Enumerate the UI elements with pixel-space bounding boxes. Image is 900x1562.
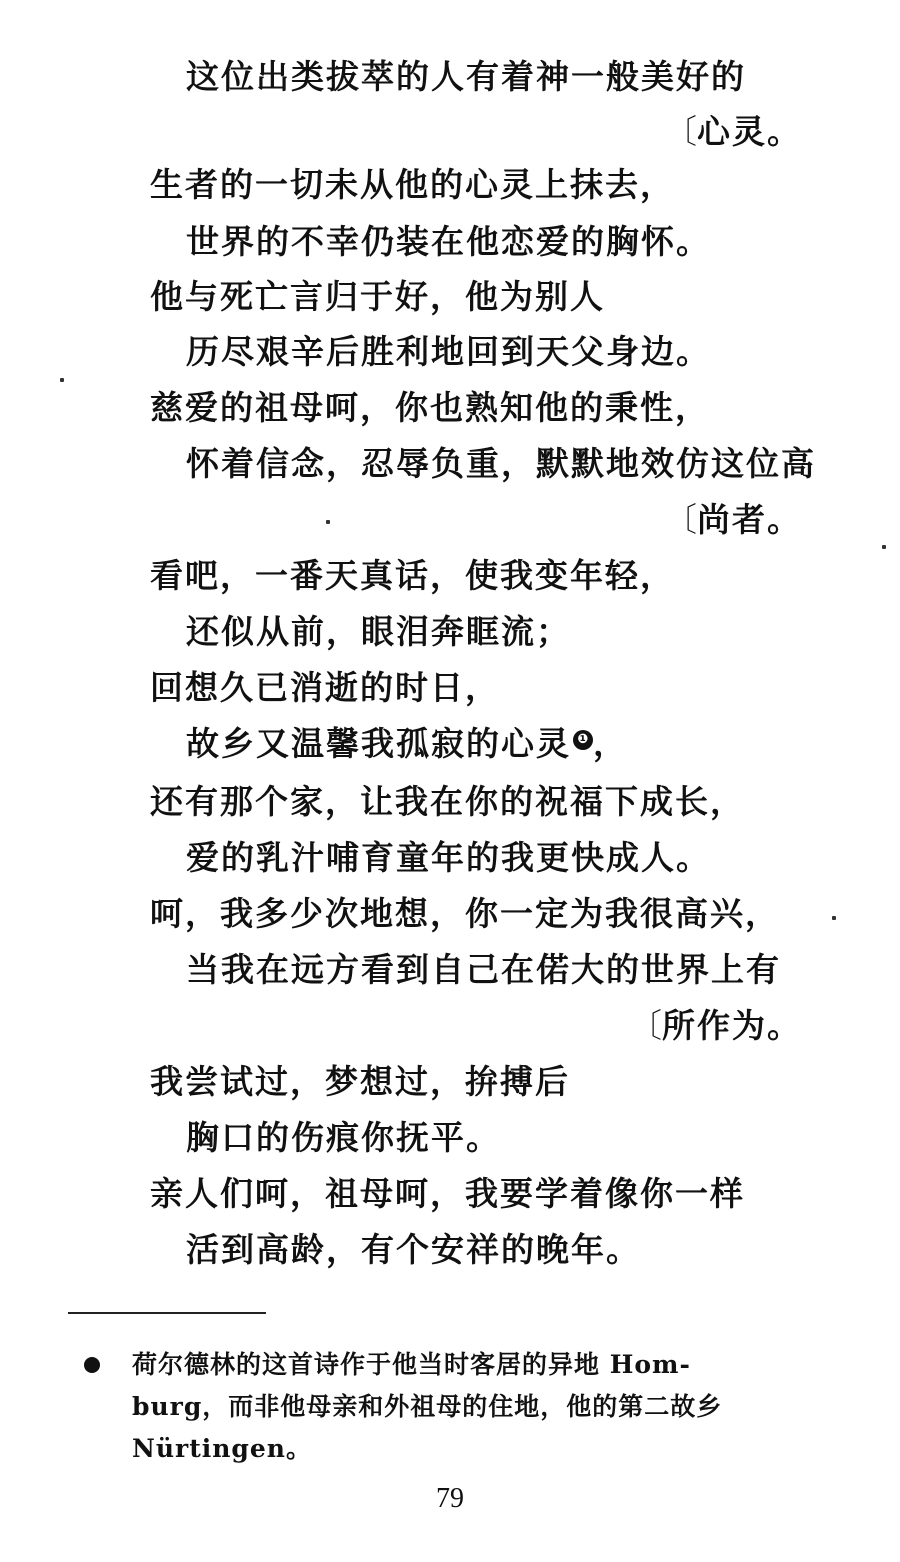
poem-line: 爱的乳汁哺育童年的我更快成人。 [186,838,711,877]
continuation-bracket: 〔 [629,1006,662,1045]
footnote-divider [68,1312,266,1314]
poem-line-continuation [664,500,802,540]
poem-line: 回想久已消逝的时日， [150,668,500,707]
poem-line-continuation [629,1006,802,1046]
poem-line: 胸口的伤痕你抚平。 [186,1118,501,1157]
footnote-line: burg，而非他母亲和外祖母的住地，他的第二故乡 [132,1392,723,1421]
poem-line: 这位出类拔萃的人有着神一般美好的 [186,57,746,96]
poem-line: 亲人们呵，祖母呵，我要学着像你一样 [150,1174,745,1213]
continuation-bracket: 〔 [664,112,697,151]
poem-line: 他与死亡言归于好，他为别人 [150,277,605,316]
poem-line: 还似从前，眼泪奔眶流； [186,612,571,651]
scan-speck [326,520,330,524]
poem-line: 活到高龄，有个安祥的晚年。 [186,1230,641,1269]
poem-line: 慈爱的祖母呵，你也熟知他的秉性， [150,388,710,427]
poem-line [186,724,628,764]
poem-line: 当我在远方看到自己在偌大的世界上有 [186,950,781,989]
footnote-reference[interactable]: ❶ [573,730,593,750]
footnote-line: Nürtingen。 [132,1434,312,1463]
poem-line: 看吧，一番天真话，使我变年轻， [150,556,675,595]
scan-speck [60,378,64,382]
poem-line-punct: ， [593,724,628,763]
poem-line: 世界的不幸仍装在他恋爱的胸怀。 [186,222,711,261]
poem-line: 怀着信念，忍辱负重，默默地效仿这位高 [186,444,816,483]
poem-line: 还有那个家，让我在你的祝福下成长， [150,782,745,821]
poem-line: 呵，我多少次地想，你一定为我很高兴， [150,894,780,933]
poem-line-text: 尚者。 [697,500,802,539]
poem-line-text: 故乡又温馨我孤寂的心灵 [186,724,571,763]
footnote-marker-icon [84,1357,100,1373]
page-number: 79 [436,1483,464,1514]
continuation-bracket: 〔 [664,500,697,539]
scan-speck [832,916,836,920]
scan-speck [882,545,886,549]
poem-line: 我尝试过，梦想过，拚搏后 [150,1062,570,1101]
poem-line-text: 所作为。 [662,1006,802,1045]
poem-line: 生者的一切未从他的心灵上抹去， [150,165,675,204]
footnote-line: 荷尔德林的这首诗作于他当时客居的异地 Hom- [132,1350,691,1379]
poem-line: 历尽艰辛后胜利地回到天父身边。 [186,332,711,371]
poem-line-text: 心灵。 [697,112,802,151]
poem-line-continuation [664,112,802,152]
